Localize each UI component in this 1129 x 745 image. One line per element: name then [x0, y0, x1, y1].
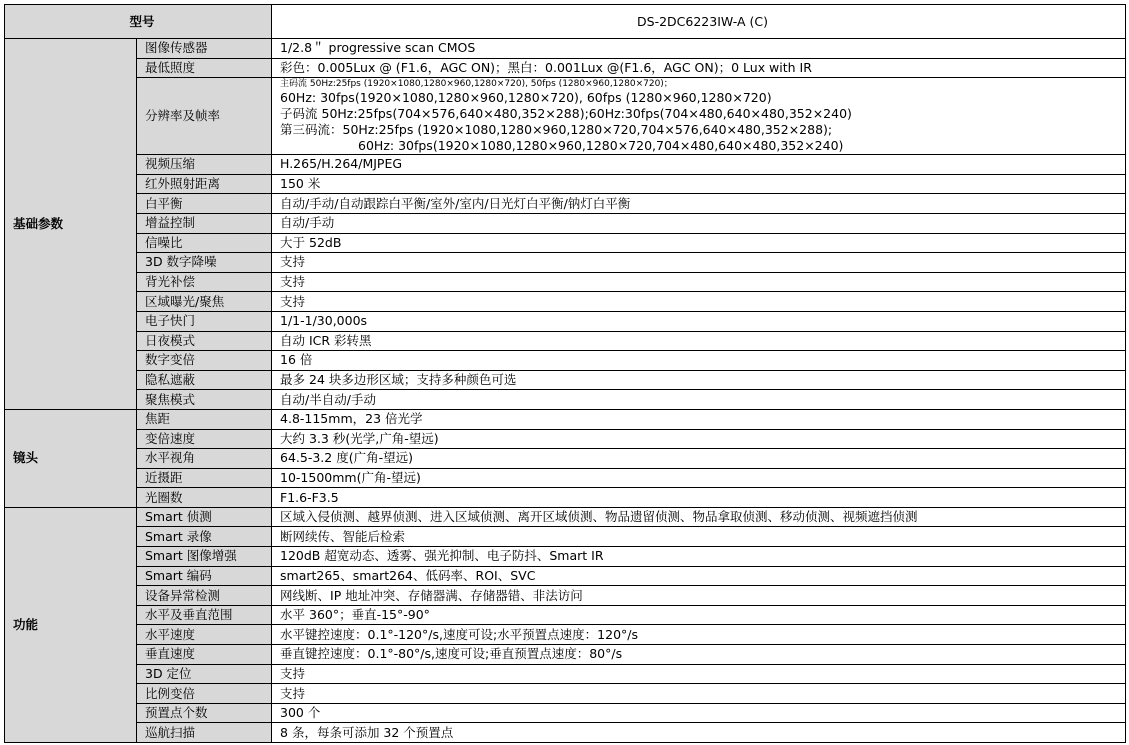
spec-row	[5, 684, 1126, 704]
spec-value: 8 条，每条可添加 32 个预置点	[272, 723, 1126, 743]
spec-label: 数字变倍	[137, 351, 272, 371]
spec-label: 近摄距	[137, 468, 272, 488]
model-label: 型号	[5, 5, 272, 39]
spec-label: 设备异常检测	[137, 586, 272, 606]
spec-value: 网线断、IP 地址冲突、存储器满、存储器错、非法访问	[272, 586, 1126, 606]
spec-value: F1.6-F3.5	[272, 488, 1126, 508]
spec-value: H.265/H.264/MJPEG	[272, 155, 1126, 175]
spec-value: 断网续传、智能后检索	[272, 527, 1126, 547]
spec-label: 3D 数字降噪	[137, 253, 272, 273]
spec-row	[5, 723, 1126, 743]
spec-value: 自动 ICR 彩转黑	[272, 331, 1126, 351]
section-category: 基础参数	[5, 39, 137, 410]
spec-value: 水平 360°；垂直-15°-90°	[272, 605, 1126, 625]
spec-value	[272, 78, 1126, 155]
spec-value: 150 米	[272, 174, 1126, 194]
section-category: 功能	[5, 507, 137, 742]
spec-row	[5, 449, 1126, 469]
spec-row	[5, 409, 1126, 429]
spec-value: 自动/手动	[272, 213, 1126, 233]
spec-label: 背光补偿	[137, 272, 272, 292]
spec-value: 64.5-3.2 度(广角-望远)	[272, 449, 1126, 469]
spec-row	[5, 58, 1126, 78]
spec-label: Smart 编码	[137, 566, 272, 586]
spec-value: smart265、smart264、低码率、ROI、SVC	[272, 566, 1126, 586]
spec-label: 3D 定位	[137, 664, 272, 684]
spec-label: 巡航扫描	[137, 723, 272, 743]
spec-label: 变倍速度	[137, 429, 272, 449]
spec-value: 水平键控速度：0.1°-120°/s,速度可设;水平预置点速度：120°/s	[272, 625, 1126, 645]
section-category: 镜头	[5, 409, 137, 507]
spec-label: 红外照射距离	[137, 174, 272, 194]
spec-label: 增益控制	[137, 213, 272, 233]
spec-row	[5, 645, 1126, 665]
spec-label: Smart 录像	[137, 527, 272, 547]
spec-table-body	[5, 5, 1126, 743]
spec-value: 120dB 超宽动态、透雾、强光抑制、电子防抖、Smart IR	[272, 547, 1126, 567]
model-value: DS-2DC6223IW-A (C)	[272, 5, 1126, 39]
spec-row	[5, 586, 1126, 606]
spec-value: 大约 3.3 秒(光学,广角-望远)	[272, 429, 1126, 449]
spec-label: 图像传感器	[137, 39, 272, 59]
spec-value: 垂直键控速度：0.1°-80°/s,速度可设;垂直预置点速度：80°/s	[272, 645, 1126, 665]
spec-row	[5, 253, 1126, 273]
spec-row	[5, 547, 1126, 567]
spec-row	[5, 194, 1126, 214]
spec-value: 支持	[272, 253, 1126, 273]
spec-label: 白平衡	[137, 194, 272, 214]
spec-label: 水平视角	[137, 449, 272, 469]
spec-value: 彩色：0.005Lux @ (F1.6，AGC ON)；黑白：0.001Lux @(F1.6，AGC ON)；0 Lux with IR	[272, 58, 1126, 78]
spec-label: 日夜模式	[137, 331, 272, 351]
spec-row	[5, 566, 1126, 586]
spec-row	[5, 78, 1126, 155]
spec-value: 区域入侵侦测、越界侦测、进入区域侦测、离开区域侦测、物品遗留侦测、物品拿取侦测、移动侦测、视频遮挡侦测	[272, 507, 1126, 527]
spec-value-line: 60Hz: 30fps(1920×1080,1280×960,1280×720,704×480,640×480,352×240)	[358, 138, 844, 154]
spec-value-line: 子码流 50Hz:25fps(704×576,640×480,352×288);60Hz:30fps(704×480,640×480,352×240)	[280, 106, 852, 122]
header-row	[5, 5, 1126, 39]
spec-row	[5, 39, 1126, 59]
spec-value: 支持	[272, 292, 1126, 312]
spec-value: 300 个	[272, 703, 1126, 723]
spec-label: 预置点个数	[137, 703, 272, 723]
spec-row	[5, 272, 1126, 292]
spec-row	[5, 331, 1126, 351]
spec-row	[5, 507, 1126, 527]
spec-value: 1/2.8＂ progressive scan CMOS	[272, 39, 1126, 59]
spec-label: 信噪比	[137, 233, 272, 253]
spec-label: 光圈数	[137, 488, 272, 508]
spec-label: 比例变倍	[137, 684, 272, 704]
spec-value: 支持	[272, 664, 1126, 684]
spec-row	[5, 370, 1126, 390]
spec-value: 1/1-1/30,000s	[272, 311, 1126, 331]
spec-row	[5, 625, 1126, 645]
spec-row	[5, 664, 1126, 684]
spec-row	[5, 468, 1126, 488]
spec-row	[5, 527, 1126, 547]
spec-row	[5, 605, 1126, 625]
spec-row	[5, 174, 1126, 194]
spec-value-line: 60Hz: 30fps(1920×1080,1280×960,1280×720), 60fps (1280×960,1280×720)	[280, 90, 772, 106]
spec-value: 16 倍	[272, 351, 1126, 371]
spec-label: 区域曝光/聚焦	[137, 292, 272, 312]
spec-label: 水平速度	[137, 625, 272, 645]
spec-value: 自动/半自动/手动	[272, 390, 1126, 410]
spec-value: 10-1500mm(广角-望远)	[272, 468, 1126, 488]
spec-label: 电子快门	[137, 311, 272, 331]
spec-value: 支持	[272, 272, 1126, 292]
spec-label: Smart 侦测	[137, 507, 272, 527]
spec-value: 自动/手动/自动跟踪白平衡/室外/室内/日光灯白平衡/钠灯白平衡	[272, 194, 1126, 214]
spec-row	[5, 311, 1126, 331]
spec-label: 焦距	[137, 409, 272, 429]
spec-value-line: 第三码流：50Hz:25fps (1920×1080,1280×960,1280×720,704×576,640×480,352×288);	[280, 122, 833, 138]
spec-row	[5, 233, 1126, 253]
spec-label: 垂直速度	[137, 645, 272, 665]
spec-row	[5, 292, 1126, 312]
spec-table	[4, 4, 1126, 743]
spec-value: 最多 24 块多边形区域；支持多种颜色可选	[272, 370, 1126, 390]
spec-row	[5, 488, 1126, 508]
spec-row	[5, 351, 1126, 371]
spec-value-line: 主码流 50Hz:25fps (1920×1080,1280×960,1280×720), 50fps (1280×960,1280×720)；	[280, 79, 673, 90]
spec-label: 水平及垂直范围	[137, 605, 272, 625]
spec-label: 分辨率及帧率	[137, 78, 272, 155]
spec-row	[5, 155, 1126, 175]
spec-value: 支持	[272, 684, 1126, 704]
spec-row	[5, 429, 1126, 449]
spec-row	[5, 213, 1126, 233]
spec-row	[5, 390, 1126, 410]
spec-label: 隐私遮蔽	[137, 370, 272, 390]
spec-label: 最低照度	[137, 58, 272, 78]
spec-value: 4.8-115mm，23 倍光学	[272, 409, 1126, 429]
spec-row	[5, 703, 1126, 723]
spec-value: 大于 52dB	[272, 233, 1126, 253]
spec-label: Smart 图像增强	[137, 547, 272, 567]
spec-label: 视频压缩	[137, 155, 272, 175]
spec-label: 聚焦模式	[137, 390, 272, 410]
